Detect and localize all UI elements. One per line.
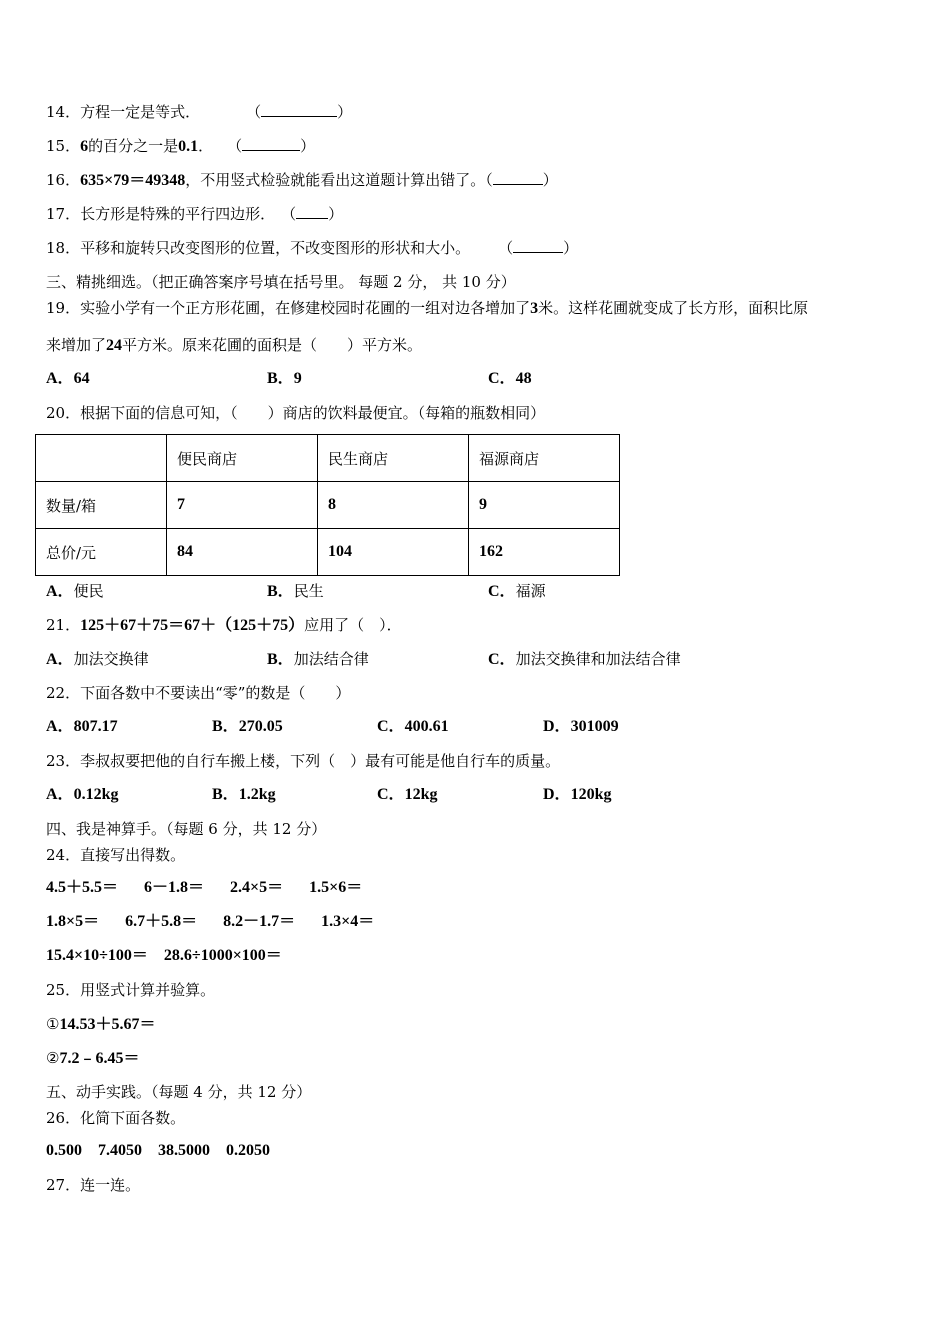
calc-row [46,912,400,932]
q22-option-c[interactable]: C．400.61 [377,718,449,735]
answer-blank[interactable] [261,102,337,117]
table-cell: 84 [167,529,318,576]
table-cell: 8 [318,482,469,529]
table-header-cell [36,435,167,482]
number-item: 7.4050 [98,1142,142,1159]
section-4-title: 四、我是神算手。（每题 6 分，共 12 分） [46,820,327,838]
calc-item: 1.5×6＝ [309,879,363,896]
calc-item: 6.7＋5.8＝ [125,913,198,930]
number-item: 38.5000 [158,1142,210,1159]
q22-option-b[interactable]: B．270.05 [212,718,283,735]
q19-option-c[interactable]: C．48 [488,370,532,387]
number-item: 0.2050 [226,1142,270,1159]
q22-option-d[interactable]: D．301009 [543,718,619,735]
question-22-stem: 22．下面各数中不要读出“零”的数是（ ） [46,684,351,702]
calc-row [46,946,308,966]
table-header-cell: 便民商店 [167,435,318,482]
table-row-label: 总价/元 [36,529,167,576]
question-21: 21．125＋67＋75＝67＋（125＋75）应用了（ ）． [46,616,402,634]
table-row [36,482,620,529]
question-24-stem: 24．直接写出得数。 [46,846,186,864]
question-19-line-2: 来增加了24平方米。原来花圃的面积是（ ）平方米。 [46,336,423,354]
price-table [35,434,620,576]
q23-option-b[interactable]: B．1.2kg [212,786,276,803]
simplify-numbers [46,1141,270,1161]
q19-option-a[interactable]: A．64 [46,370,90,387]
answer-blank[interactable] [296,204,328,219]
question-19-line-1: 19．实验小学有一个正方形花圃，在修建校园时花圃的一组对边各增加了3米。这样花圃就变成了长方形，面积比原 [46,299,809,317]
calc-item: 1.3×4＝ [321,913,375,930]
table-cell: 162 [469,529,620,576]
calc-item: 6－1.8＝ [144,879,205,896]
question-25-stem: 25．用竖式计算并验算。 [46,981,216,999]
section-3-title: 三、精挑细选。（把正确答案序号填在括号里。 每题 2 分， 共 10 分） [46,273,516,291]
q20-option-b[interactable]: B．民生 [267,582,324,600]
q23-option-c[interactable]: C．12kg [377,786,438,803]
table-cell: 9 [469,482,620,529]
answer-blank[interactable] [493,170,543,185]
number-item: 0.500 [46,1142,82,1159]
q20-option-a[interactable]: A．便民 [46,582,104,600]
question-27-stem: 27．连一连。 [46,1176,141,1194]
q23-option-a[interactable]: A．0.12kg [46,786,119,803]
question-18: 18．平移和旋转只改变图形的位置，不改变图形的形状和大小。 （ ） [46,239,579,257]
q20-option-c[interactable]: C．福源 [488,582,546,600]
calc-row [46,878,388,898]
q22-option-a[interactable]: A．807.17 [46,718,118,735]
q21-option-c[interactable]: C．加法交换律和加法结合律 [488,650,681,668]
calc-item: 4.5＋5.5＝ [46,879,119,896]
q21-option-a[interactable]: A．加法交换律 [46,650,149,668]
calc-item: 28.6÷1000×100＝ [163,947,282,964]
q19-option-b[interactable]: B．9 [267,370,302,387]
table-header-row [36,435,620,482]
question-20-stem: 20．根据下面的信息可知，（ ）商店的饮料最便宜。（每箱的瓶数相同） [46,404,546,422]
calc-item: 15.4×10÷100＝ [46,947,148,964]
table-row-label: 数量/箱 [36,482,167,529]
question-16: 16．635×79＝49348，不用竖式检验就能看出这道题计算出错了。（ ） [46,171,558,189]
vertical-calc-item: ②7.2﹣6.45＝ [46,1049,140,1067]
table-cell: 7 [167,482,318,529]
question-26-stem: 26．化简下面各数。 [46,1109,186,1127]
table-row [36,529,620,576]
question-17: 17．长方形是特殊的平行四边形． （ ） [46,205,344,223]
table-cell: 104 [318,529,469,576]
calc-item: 1.8×5＝ [46,913,100,930]
answer-blank[interactable] [513,238,563,253]
calc-item: 8.2－1.7＝ [223,913,296,930]
q21-option-b[interactable]: B．加法结合律 [267,650,369,668]
q23-option-d[interactable]: D．120kg [543,786,612,803]
table-header-cell: 福源商店 [469,435,620,482]
question-23-stem: 23．李叔叔要把他的自行车搬上楼，下列（ ）最有可能是他自行车的质量。 [46,752,561,770]
question-15: 15．6的百分之一是0.1． （ ） [46,137,316,155]
table-header-cell: 民生商店 [318,435,469,482]
vertical-calc-item: ①14.53＋5.67＝ [46,1015,156,1033]
answer-blank[interactable] [242,136,300,151]
section-5-title: 五、动手实践。（每题 4 分，共 12 分） [46,1083,312,1101]
question-14: 14．方程一定是等式． （ ） [46,103,353,121]
calc-item: 2.4×5＝ [230,879,284,896]
